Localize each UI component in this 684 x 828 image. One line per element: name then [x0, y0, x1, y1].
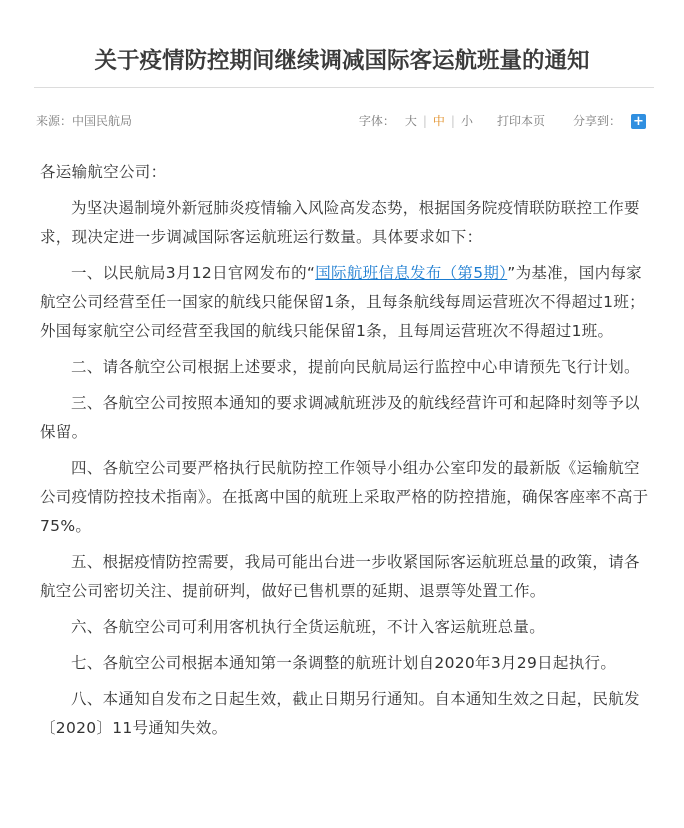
font-size-medium-button[interactable]: 中	[432, 114, 445, 128]
font-size-separator: |	[422, 114, 427, 128]
item-6-paragraph: 六、各航空公司可利用客机执行全货运航班，不计入客运航班总量。	[71, 618, 546, 636]
share-label: 分享到：	[572, 114, 621, 128]
page-title: 关于疫情防控期间继续调减国际客运航班量的通知	[94, 48, 590, 75]
item-3-paragraph: 三、各航空公司按照本通知的要求调减航班涉及的航线经营许可和起降时刻等予以保留。	[40, 394, 640, 441]
item-8-paragraph: 八、本通知自发布之日起生效，截止日期另行通知。自本通知生效之日起，民航发〔2020〕11号通知失效。	[40, 690, 640, 737]
font-size-small-button[interactable]: 小	[460, 114, 473, 128]
item-2-paragraph: 二、请各航空公司根据上述要求，提前向民航局运行监控中心申请预先飞行计划。	[71, 358, 640, 376]
item-7-paragraph: 七、各航空公司根据本通知第一条调整的航班计划自2020年3月29日起执行。	[71, 654, 617, 672]
flight-info-link[interactable]: 国际航班信息发布（第5期）	[315, 264, 508, 282]
item-1-suffix: ”为基准，国内每家航空公司经营至任一国家的航线只能保留1条，且每条航线每周运营班次不得超过1班；外国每家航空公司经营至我国的航线只能保留1条，且每周运营班次不得超过1班。	[40, 264, 645, 340]
item-5-paragraph: 五、根据疫情防控需要，我局可能出台进一步收紧国际客运航班总量的政策，请各航空公司密切关注、提前研判，做好已售机票的延期、退票等处置工作。	[40, 553, 640, 600]
article-toolbar	[359, 110, 646, 132]
share-plus-icon[interactable]: +	[631, 114, 646, 129]
greeting-paragraph: 各运输航空公司：	[40, 163, 167, 181]
item-4-paragraph: 四、各航空公司要严格执行民航防控工作领导小组办公室印发的最新版《运输航空公司疫情防控技术指南》。在抵离中国的航班上采取严格的防控措施，确保客座率不高于75%。	[40, 459, 649, 535]
source-label: 来源：中国民航局	[36, 114, 133, 128]
item-1-paragraph	[40, 259, 650, 346]
item-1-prefix: 一、以民航局3月12日官网发布的“	[71, 264, 316, 282]
intro-paragraph: 为坚决遏制境外新冠肺炎疫情输入风险高发态势，根据国务院疫情联防联控工作要求，现决定进一步调减国际客运航班运行数量。具体要求如下：	[40, 199, 640, 246]
article-body	[40, 158, 650, 750]
font-size-separator: |	[450, 114, 455, 128]
font-size-label: 字体：	[358, 114, 395, 128]
print-page-link[interactable]: 打印本页	[496, 114, 545, 128]
font-size-large-button[interactable]: 大	[404, 114, 417, 128]
title-divider	[34, 87, 654, 88]
